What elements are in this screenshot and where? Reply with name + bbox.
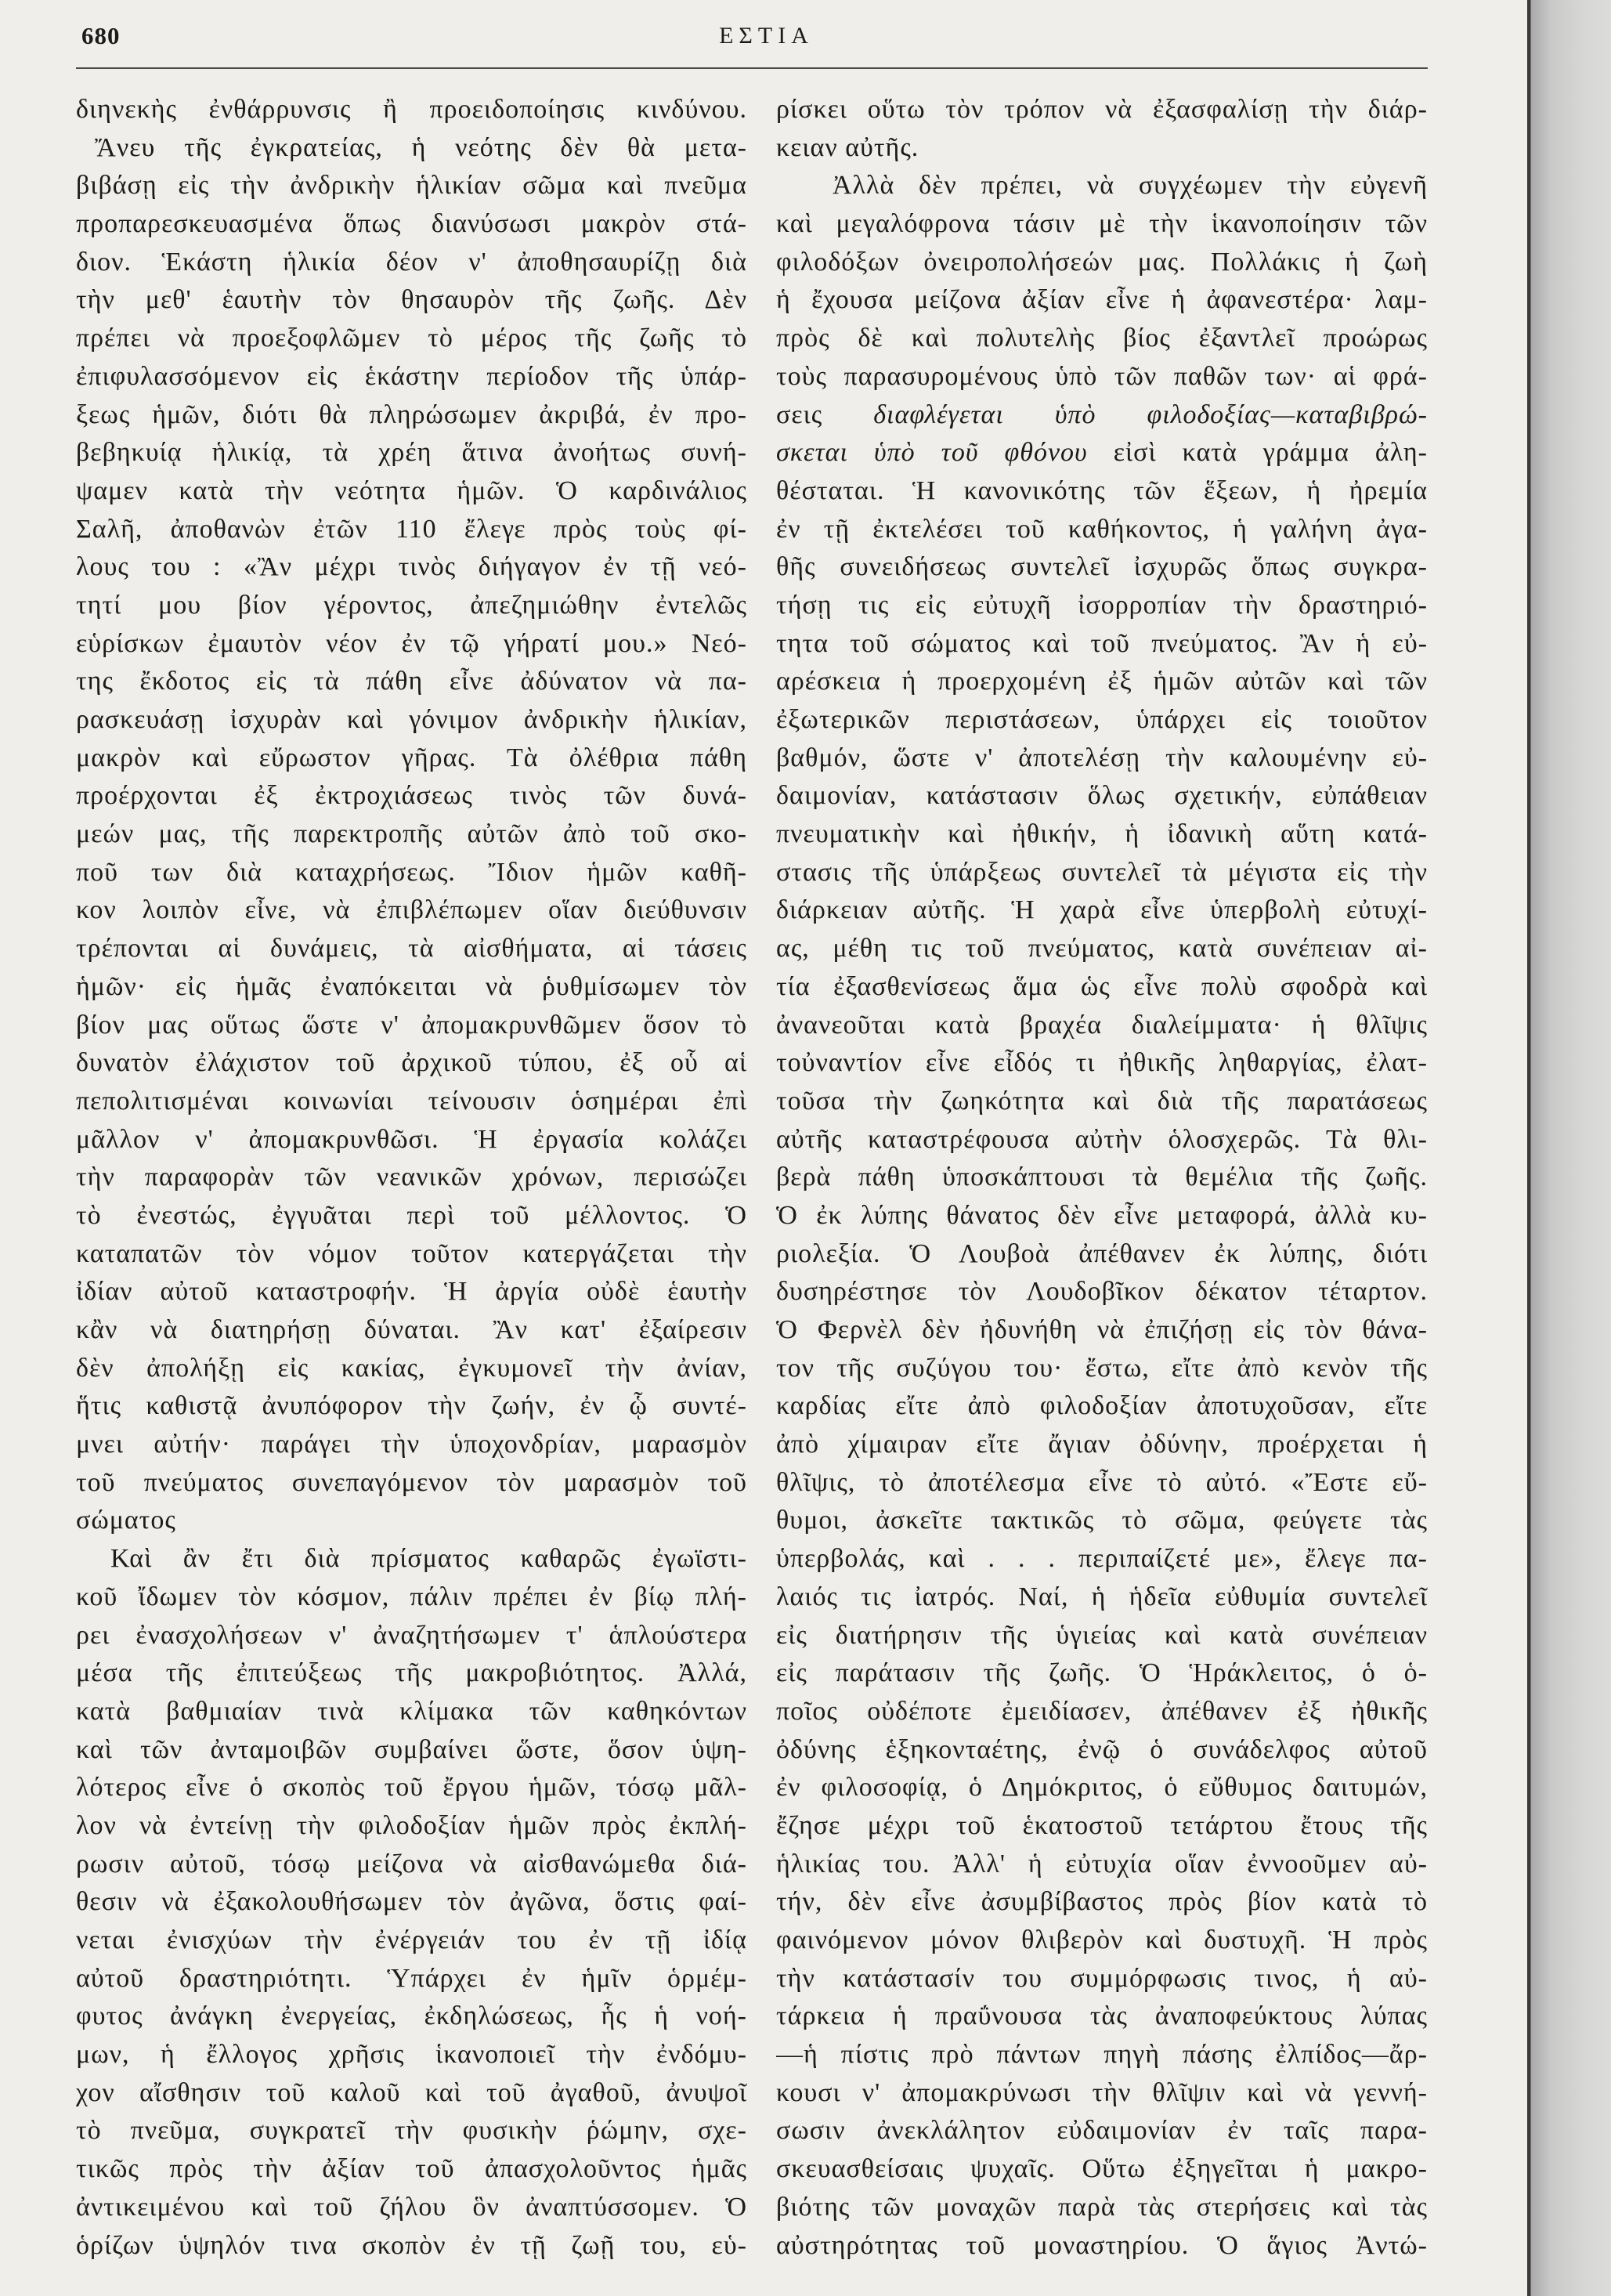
- right-column-line: σωσιν ἀνεκλάλητον εὐδαιμονίαν ἐν ταῖς παρα-: [776, 2116, 1428, 2146]
- left-column-line: λότερος εἶνε ὁ σκοπὸς τοῦ ἔργου ἡμῶν, τόσῳ μᾶλ-: [76, 1773, 747, 1802]
- left-column-line: τὸ πνεῦμα, συγκρατεῖ τὴν φυσικὴν ῥώμην, σχε-: [76, 2116, 747, 2146]
- right-column-line: θλῖψις, τὸ ἀποτέλεσμα εἶνε τὸ αὐτό. «Ἔστε εὔ-: [776, 1467, 1428, 1497]
- right-column-line: θῆς συνειδήσεως συντελεῖ ἰσχυρῶς ὅπως συγκρα-: [776, 552, 1428, 582]
- left-column: [76, 91, 747, 2265]
- right-column-line: βαθμόν, ὥστε ν' ἀποτελέσῃ τὴν καλουμένην εὐ-: [776, 743, 1428, 772]
- left-column-line: τὴν παραφορὰν τῶν νεανικῶν χρόνων, περισώζει: [76, 1162, 747, 1192]
- left-column-line: μακρὸν καὶ εὔρωστον γῆρας. Τὰ ὀλέθρια πάθη: [76, 743, 747, 772]
- left-column-line: Σαλῆ, ἀποθανὼν ἐτῶν 110 ἔλεγε πρὸς τοὺς φί-: [76, 514, 747, 544]
- left-column-line: διον. Ἑκάστη ἡλικία δέον ν' ἀποθησαυρίζῃ διὰ: [76, 247, 747, 277]
- left-column-line: δὲν ἀπολήξῃ εἰς κακίας, ἐγκυμονεῖ τὴν ἀνίαν,: [76, 1353, 747, 1383]
- right-column-line: τήσῃ τις εἰς εὐτυχῆ ἰσορροπίαν τὴν δραστηριό-: [776, 590, 1428, 620]
- right-column-line: βιότης τῶν μοναχῶν παρὰ τὰς στερήσεις καὶ τὰς: [776, 2192, 1428, 2222]
- right-column: [776, 91, 1428, 2265]
- left-column-line: πρέπει νὰ προεξοφλῶμεν τὸ μέρος τῆς ζωῆς τὸ: [76, 324, 747, 353]
- right-column-line: Ὁ ἐκ λύπης θάνατος δὲν εἶνε μεταφορά, ἀλλὰ κυ-: [776, 1200, 1428, 1230]
- right-column-line: τὴν κατάστασίν του συμμόρφωσις τινος, ἡ αὐ-: [776, 1963, 1428, 1993]
- right-column-line: εἰς παράτασιν τῆς ζωῆς. Ὁ Ἡράκλειτος, ὁ ὁ-: [776, 1658, 1428, 1688]
- left-column-line: μνει αὐτήν· παράγει τὴν ὑποχονδρίαν, μαρασμὸν: [76, 1430, 747, 1459]
- scan-binding-shadow: [1527, 0, 1611, 2296]
- right-column-line: διάρκειαν αὐτῆς. Ἡ χαρὰ εἶνε ὑπερβολὴ εὐτυχί-: [776, 895, 1428, 925]
- right-column-line: αρέσκεια ἡ προερχομένη ἐξ ἡμῶν αὐτῶν καὶ τῶν: [776, 667, 1428, 696]
- italic-text-run: διαφλέγεται ὑπὸ φιλοδοξίας—καταβιβρώ-: [873, 400, 1428, 429]
- left-column-line: καὶ τῶν ἀνταμοιβῶν συμβαίνει ὥστε, ὅσον ὑψη-: [76, 1734, 747, 1764]
- left-column-line: κοῦ ἴδωμεν τὸν κόσμον, πάλιν πρέπει ἐν βίῳ πλή-: [76, 1582, 747, 1611]
- left-column-line: εὑρίσκων ἐμαυτὸν νέον ἐν τῷ γήρατί μου.» Νεό-: [76, 628, 747, 658]
- right-column-line: βερὰ πάθη ὑποσκάπτουσι τὰ θεμέλια τῆς ζωῆς.: [776, 1162, 1428, 1192]
- left-column-line: ρασκευάσῃ ἰσχυρὰν καὶ γόνιμον ἀνδρικὴν ἡλικίαν,: [76, 705, 747, 734]
- left-column-line: ρωσιν αὐτοῦ, τόσῳ μείζονα νὰ αἰσθανώμεθα διά-: [76, 1849, 747, 1878]
- left-column-line: τοῦ πνεύματος συνεπαγόμενον τὸν μαρασμὸν τοῦ: [76, 1467, 747, 1497]
- right-column-line: Ἀλλὰ δὲν πρέπει, νὰ συγχέωμεν τὴν εὐγενῆ: [833, 171, 1428, 201]
- right-column-line: τήν, δὲν εἶνε ἀσυμβίβαστος πρὸς βίον κατὰ τὸ: [776, 1887, 1428, 1917]
- right-column-line: τον τῆς συζύγου του· ἔστω, εἴτε ἀπὸ κενὸν τῆς: [776, 1353, 1428, 1383]
- right-column-line: Ὁ Φερνὲλ δὲν ἠδυνήθη νὰ ἐπιζήσῃ εἰς τὸν θάνα-: [776, 1315, 1428, 1344]
- right-column-line: [776, 396, 1428, 435]
- left-column-line: μέσα τῆς ἐπιτεύξεως τῆς μακροβιότητος. Ἀλλά,: [76, 1658, 747, 1688]
- right-column-line: εἰς διατήρησιν τῆς ὑγιείας καὶ κατὰ συνέπειαν: [776, 1620, 1428, 1650]
- right-column-line: τάρκεια ἡ πραΰνουσα τὰς ἀναποφεύκτους λύπας: [776, 2001, 1428, 2031]
- left-column-line: τητί μου βίον γέροντος, ἀπεζημιώθην ἐντελῶς: [76, 590, 747, 620]
- right-column-line: τοὺς παρασυρομένους ὑπὸ τῶν παθῶν των· αἱ φρά-: [776, 361, 1428, 391]
- right-column-line: ἐξωτερικῶν περιστάσεων, ὑπάρχει εἰς τοιοῦτον: [776, 705, 1428, 734]
- right-column-line: αὐστηρότητας τοῦ μοναστηρίου. Ὁ ἅγιος Ἀντώ-: [776, 2230, 1428, 2260]
- right-column-line: καρδίας εἴτε ἀπὸ φιλοδοξίαν ἀποτυχοῦσαν, εἴτε: [776, 1391, 1428, 1421]
- right-column-line: δυσηρέστησε τὸν Λουδοβῖκον δέκατον τέταρτον.: [776, 1277, 1428, 1307]
- left-column-line: τρέπονται αἱ δυνάμεις, τὰ αἰσθήματα, αἱ τάσεις: [76, 934, 747, 964]
- left-column-line: ἡμῶν· εἰς ἡμᾶς ἐναπόκειται νὰ ῥυθμίσωμεν τὸν: [76, 971, 747, 1001]
- left-column-line: καταπατῶν τὸν νόμον τοῦτον κατεργάζεται τὴν: [76, 1238, 747, 1268]
- left-column-line: βεβηκυίᾳ ἡλικίᾳ, τὰ χρέη ἅτινα ἀνοήτως συνή-: [76, 438, 747, 468]
- left-column-line: αὐτοῦ δραστηριότητι. Ὑπάρχει ἐν ἡμῖν ὁρμέμ-: [76, 1963, 747, 1993]
- text-run: εἰσὶ κατὰ γράμμα ἀλη-: [1087, 438, 1428, 468]
- right-column-line: τητα τοῦ σώματος καὶ τοῦ πνεύματος. Ἂν ἡ εὐ-: [776, 628, 1428, 658]
- right-column-line: θυμοι, ἀσκεῖτε τακτικῶς τὸ σῶμα, φεύγετε τὰς: [776, 1506, 1428, 1535]
- left-column-line: τικῶς πρὸς τὴν ἀξίαν τοῦ ἀπασχολοῦντος ἡμᾶς: [76, 2154, 747, 2184]
- left-column-line: ψαμεν κατὰ τὴν νεότητα ἡμῶν. Ὁ καρδινάλιος: [76, 475, 747, 505]
- left-column-line: ὁρίζων ὑψηλόν τινα σκοπὸν ἐν τῇ ζωῇ του, εὑ-: [76, 2230, 747, 2260]
- left-column-line: χον αἴσθησιν τοῦ καλοῦ καὶ τοῦ ἀγαθοῦ, ἀνυψοῖ: [76, 2077, 747, 2107]
- left-column-line: κατὰ βαθμιαίαν τινὰ κλίμακα τῶν καθηκόντων: [76, 1696, 747, 1726]
- right-column-line: καὶ μεγαλόφρονα τάσιν μὲ τὴν ἱκανοποίησιν τῶν: [776, 209, 1428, 239]
- right-column-line: ἀπὸ χίμαιραν εἴτε ἄγιαν ὀδύνην, προέρχεται ἡ: [776, 1430, 1428, 1459]
- header-rule: [76, 67, 1428, 69]
- left-column-line: βιβάσῃ εἰς τὴν ἀνδρικὴν ἡλικίαν σῶμα καὶ πνεῦμα: [76, 171, 747, 201]
- right-column-line: ὑπερβολάς, καὶ . . . περιπαίζετέ με», ἔλεγε πα-: [776, 1544, 1428, 1574]
- right-column-line: ὀδύνης ἑξηκονταέτης, ἐνῷ ὁ συνάδελφος αὐτοῦ: [776, 1734, 1428, 1764]
- left-column-line: τὸ ἐνεστώς, ἐγγυᾶται περὶ τοῦ μέλλοντος. Ὁ: [76, 1200, 747, 1230]
- right-column-line: πρὸς δὲ καὶ πολυτελὴς βίος ἐξαντλεῖ προώρως: [776, 324, 1428, 353]
- italic-text-run: σκεται ὑπὸ τοῦ φθόνου: [776, 438, 1088, 468]
- right-column-line: θέσταται. Ἡ κανονικότης τῶν ἕξεων, ἡ ἠρεμία: [776, 475, 1428, 505]
- right-column-line: τοὐναντίον εἶνε εἶδός τι ἠθικῆς ληθαργίας, ἐλατ-: [776, 1048, 1428, 1078]
- left-column-line: φυτος ἀνάγκη ἐνεργείας, ἐκδηλώσεως, ἧς ἡ νοή-: [76, 2001, 747, 2031]
- left-column-line: λους του : «Ἂν μέχρι τινὸς διήγαγον ἐν τῇ νεό-: [76, 552, 747, 582]
- left-column-line: μων, ἡ ἔλλογος χρῆσις ἱκανοποιεῖ τὴν ἐνδόμυ-: [76, 2040, 747, 2070]
- left-column-line: ξεως ἡμῶν, διότι θὰ πληρώσωμεν ἀκριβά, ἐν προ-: [76, 400, 747, 429]
- left-column-line: Καὶ ἂν ἔτι διὰ πρίσματος καθαρῶς ἐγωϊστι-: [110, 1544, 747, 1574]
- right-column-line: πνευματικὴν καὶ ἠθικήν, ἡ ἰδανικὴ αὕτη κατά-: [776, 819, 1428, 849]
- page-number: 680: [81, 22, 121, 49]
- right-column-line: ρίσκει οὕτω τὸν τρόπον νὰ ἐξασφαλίσῃ τὴν διάρ-: [776, 95, 1428, 124]
- right-column-line: [776, 434, 1428, 472]
- left-column-line: ἥτις καθιστᾷ ἀνυπόφορον τὴν ζωήν, ἐν ᾧ συντέ-: [76, 1391, 747, 1421]
- text-run: σεις: [776, 400, 874, 429]
- right-column-line: κουσι ν' ἀπομακρύνωσι τὴν θλῖψιν καὶ νὰ γεννή-: [776, 2077, 1428, 2107]
- left-column-line: ἀντικειμένου καὶ τοῦ ζήλου ὃν ἀναπτύσσομεν. Ὁ: [76, 2192, 747, 2222]
- right-column-line: ποῖος οὐδέποτε ἐμειδίασεν, ἀπέθανεν ἐξ ἠθικῆς: [776, 1696, 1428, 1726]
- left-column-line: σώματος: [76, 1506, 176, 1535]
- left-column-line: θεσιν νὰ ἐξακολουθήσωμεν τὸν ἀγῶνα, ὅστις φαί-: [76, 1887, 747, 1917]
- left-column-line: νεται ἐνισχύων τὴν ἐνέργειάν του ἐν τῇ ἰδίᾳ: [76, 1925, 747, 1954]
- left-column-line: ἐπιφυλασσόμενον εἰς ἑκάστην περίοδον τῆς ὑπάρ-: [76, 361, 747, 391]
- right-column-line: κειαν αὐτῆς.: [776, 132, 919, 162]
- left-column-line: κἂν νὰ διατηρήσῃ δύναται. Ἂν κατ' ἐξαίρεσιν: [76, 1315, 747, 1344]
- right-column-line: ἐν φιλοσοφίᾳ, ὁ Δημόκριτος, ὁ εὔθυμος δαιτυμών,: [776, 1773, 1428, 1802]
- left-column-line: ἰδίαν αὐτοῦ καταστροφήν. Ἡ ἀργία οὐδὲ ἑαυτὴν: [76, 1277, 747, 1307]
- left-column-line: διηνεκὴς ἐνθάρρυνσις ἢ προειδοποίησις κινδύνου.: [76, 95, 747, 124]
- journal-title: ΕΣΤΙΑ: [719, 23, 814, 49]
- right-column-line: στασις τῆς ὑπάρξεως συντελεῖ τὰ μέγιστα εἰς τὴν: [776, 857, 1428, 887]
- right-column-line: αὐτῆς καταστρέφουσα αὐτὴν ὁλοσχερῶς. Τὰ θλι-: [776, 1124, 1428, 1154]
- right-column-line: ἔζησε μέχρι τοῦ ἑκατοστοῦ τετάρτου ἔτους τῆς: [776, 1810, 1428, 1840]
- right-column-line: σκευασθείσαις ψυχαῖς. Οὕτω ἐξηγεῖται ἡ μακρο-: [776, 2154, 1428, 2184]
- left-column-line: προπαρεσκευασμένα ὅπως διανύσωσι μακρὸν στά-: [76, 209, 747, 239]
- left-column-line: Ἄνευ τῆς ἐγκρατείας, ἡ νεότης δὲν θὰ μετα-: [95, 132, 747, 162]
- left-column-line: πεπολιτισμέναι κοινωνίαι τείνουσιν ὁσημέραι ἐπὶ: [76, 1086, 747, 1115]
- left-column-line: μᾶλλον ν' ἀπομακρυνθῶσι. Ἡ ἐργασία κολάζει: [76, 1124, 747, 1154]
- right-column-line: τία ἐξασθενίσεως ἅμα ὡς εἶνε πολὺ σφοδρὰ καὶ: [776, 971, 1428, 1001]
- left-column-line: προέρχονται ἐξ ἐκτροχιάσεως τινὸς τῶν δυνά-: [76, 781, 747, 811]
- left-column-line: της ἔκδοτος εἰς τὰ πάθη εἶνε ἀδύνατον νὰ πα-: [76, 667, 747, 696]
- right-column-line: —ἡ πίστις πρὸ πάντων πηγὴ πάσης ἐλπίδος—ἄρ-: [776, 2040, 1428, 2070]
- right-column-line: ἐν τῇ ἐκτελέσει τοῦ καθήκοντος, ἡ γαλήνη ἀγα-: [776, 514, 1428, 544]
- right-column-line: φιλοδόξων ὀνειροπολήσεών μας. Πολλάκις ἡ ζωὴ: [776, 247, 1428, 277]
- right-column-line: φαινόμενον μόνον θλιβερὸν καὶ δυστυχῆ. Ἡ πρὸς: [776, 1925, 1428, 1954]
- right-column-line: λαιός τις ἰατρός. Ναί, ἡ ἡδεῖα εὐθυμία συντελεῖ: [776, 1582, 1428, 1611]
- left-column-line: βίον μας οὕτως ὥστε ν' ἀπομακρυνθῶμεν ὅσον τὸ: [76, 1010, 747, 1040]
- left-column-line: ρει ἐνασχολήσεων ν' ἀναζητήσωμεν τ' ἁπλούστερα: [76, 1620, 747, 1650]
- left-column-line: ποῦ των διὰ καταχρήσεως. Ἴδιον ἡμῶν καθῆ-: [76, 857, 747, 887]
- right-column-line: ἀνανεοῦται κατὰ βραχέα διαλείμματα· ἡ θλῖψις: [776, 1010, 1428, 1040]
- right-column-line: δαιμονίαν, κατάστασιν ὅλως σχετικήν, εὐπάθειαν: [776, 781, 1428, 811]
- right-column-line: ἡ ἔχουσα μείζονα ἀξίαν εἶνε ἡ ἀφανεστέρα· λαμ-: [776, 285, 1428, 315]
- left-column-line: δυνατὸν ἐλάχιστον τοῦ ἀρχικοῦ τύπου, ἐξ οὗ αἱ: [76, 1048, 747, 1078]
- left-column-line: λον νὰ ἐντείνῃ τὴν φιλοδοξίαν ἡμῶν πρὸς ἐκπλή-: [76, 1810, 747, 1840]
- right-column-line: ριολεξία. Ὁ Λουβοὰ ἀπέθανεν ἐκ λύπης, διότι: [776, 1238, 1428, 1268]
- left-column-line: τὴν μεθ' ἑαυτὴν τὸν θησαυρὸν τῆς ζωῆς. Δὲν: [76, 285, 747, 315]
- right-column-line: ας, μέθη τις τοῦ πνεύματος, κατὰ συνέπειαν αἰ-: [776, 934, 1428, 964]
- left-column-line: κον λοιπὸν εἶνε, νὰ ἐπιβλέπωμεν οἵαν διεύθυνσιν: [76, 895, 747, 925]
- right-column-line: τοῦσα τὴν ζωηκότητα καὶ διὰ τῆς παρατάσεως: [776, 1086, 1428, 1115]
- left-column-line: μεών μας, τῆς παρεκτροπῆς αὐτῶν ἀπὸ τοῦ σκο-: [76, 819, 747, 849]
- right-column-line: ἡλικίας του. Ἀλλ' ἡ εὐτυχία οἵαν ἐννοοῦμεν αὐ-: [776, 1849, 1428, 1878]
